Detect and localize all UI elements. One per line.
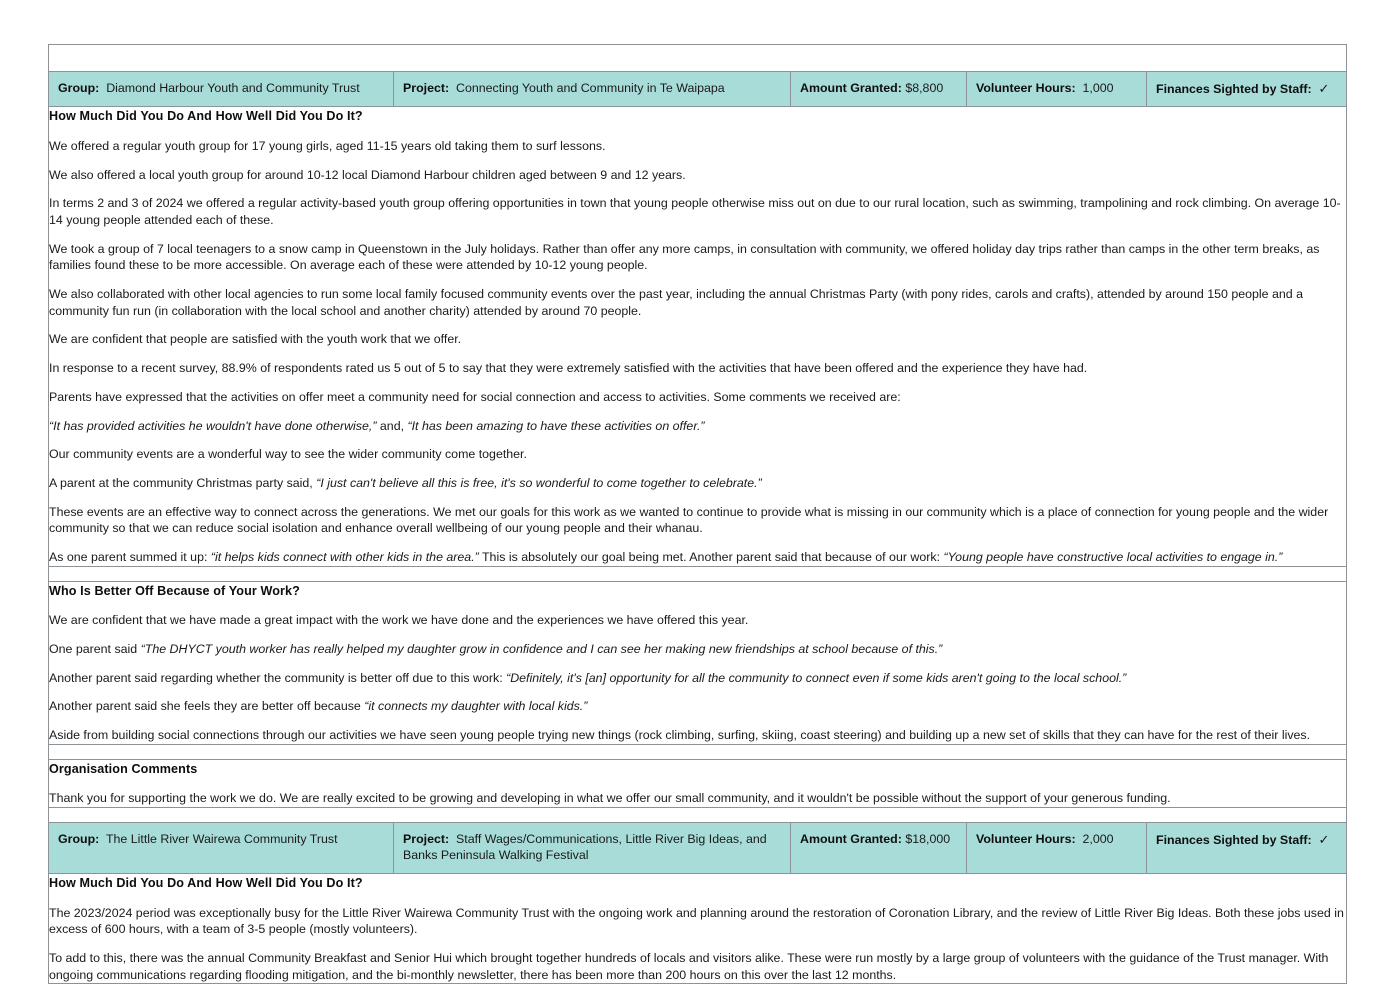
section-cell <box>49 107 1347 566</box>
grant-report-table <box>48 44 1347 984</box>
amount-granted-label: Amount Granted: <box>800 832 902 847</box>
top-spacer-cell <box>49 45 1347 72</box>
finances-sighted-label: Finances Sighted by Staff: <box>1156 833 1312 848</box>
section-paragraph: We also offered a local youth group for around 10-12 local Diamond Harbour children aged between 9 and 12 years. <box>49 167 686 182</box>
check-icon: ✓ <box>1318 81 1330 96</box>
section-paragraph: Parents have expressed that the activities on offer meet a community need for social connection and access to activities. Some comments we received are: <box>49 389 901 404</box>
section-row <box>49 581 1347 744</box>
amount-granted-cell <box>791 72 967 107</box>
section-paragraph: Thank you for supporting the work we do. We are really excited to be growing and developing in what we offer our small community, and it wouldn't be possible without the support of your generous funding. <box>49 791 1171 806</box>
volunteer-hours-cell <box>967 823 1147 874</box>
section-gap-cell <box>49 744 1347 759</box>
group-label: Group: <box>58 81 100 95</box>
record-header-row <box>49 823 1347 874</box>
section-gap-row <box>49 744 1347 759</box>
section-paragraph: These events are an effective way to connect across the generations. We met our goals for this work as we wanted to continue to provide what is missing in our community which is a place of connection for young people and the wider community so that we can reduce social isolation and enhance overall wellbeing of our young people and their whanau. <box>49 504 1329 536</box>
section-paragraph: Our community events are a wonderful way to see the wider community come together. <box>49 447 527 462</box>
section-cell <box>49 759 1347 807</box>
section-row <box>49 759 1347 807</box>
project-value: Connecting Youth and Community in Te Waipapa <box>456 81 725 95</box>
group-value: The Little River Wairewa Community Trust <box>105 832 338 847</box>
volunteer-hours-label: Volunteer Hours: <box>976 832 1076 847</box>
amount-granted-label: Amount Granted: <box>800 81 902 95</box>
section-title: How Much Did You Do And How Well Did You Do It? <box>49 875 363 890</box>
section-title: Organisation Comments <box>49 761 198 776</box>
group-cell <box>49 823 394 874</box>
finances-sighted-cell <box>1147 72 1347 107</box>
section-cell <box>49 581 1347 744</box>
finances-sighted-cell <box>1147 823 1347 874</box>
section-paragraph: In response to a recent survey, 88.9% of respondents rated us 5 out of 5 to say that they were extremely satisfied with the activities that have been offered and the experience they have had. <box>49 361 1088 376</box>
section-gap-row <box>49 566 1347 581</box>
section-paragraph: In terms 2 and 3 of 2024 we offered a regular activity-based youth group offering opportunities in town that young people otherwise miss out on due to our rural location, such as swimming, trampolining and rock climbing. On average 10-14 young people attended each of these. <box>49 196 1341 228</box>
section-paragraph: We took a group of 7 local teenagers to a snow camp in Queenstown in the July holidays. Rather than offer any more camps, in consultation with community, we offered holiday day trips rather than camps in the other term breaks, as families found these to be more accessible. On average each of these were attended by 10-12 young people. <box>49 241 1320 273</box>
project-value: Staff Wages/Communications, Little River Big Ideas, and Banks Peninsula Walking Festival <box>403 832 767 863</box>
section-title: How Much Did You Do And How Well Did You Do It? <box>49 109 363 124</box>
section-paragraph: The 2023/2024 period was exceptionally busy for the Little River Wairewa Community Trust with the ongoing work and planning around the restoration of Coronation Library, and the review of Little River Big Ideas. Both these jobs used in excess of 600 hours, with a team of 3-5 people (mostly volunteers). <box>49 905 1344 937</box>
section-paragraph: A parent at the community Christmas party said, “I just can't believe all this is free, it's so wonderful to come together to celebrate.” <box>49 475 762 490</box>
volunteer-hours-value: 2,000 <box>1082 832 1114 847</box>
section-gap-cell <box>49 566 1347 581</box>
section-paragraph: We offered a regular youth group for 17 young girls, aged 11-15 years old taking them to surf lessons. <box>49 139 606 154</box>
check-icon: ✓ <box>1318 832 1330 848</box>
group-value: Diamond Harbour Youth and Community Trust <box>106 81 360 95</box>
record-header-row <box>49 72 1347 107</box>
group-label: Group: <box>58 832 100 847</box>
project-label: Project: <box>403 81 450 95</box>
amount-granted-value: $8,800 <box>905 81 944 95</box>
amount-granted-cell <box>791 823 967 874</box>
record-gap-row <box>49 808 1347 823</box>
section-row <box>49 107 1347 566</box>
volunteer-hours-value: 1,000 <box>1082 81 1114 95</box>
section-paragraph: We also collaborated with other local agencies to run some local family focused community events over the past year, including the annual Christmas Party (with pony rides, carols and crafts), attended by around 150 people and a community fun run (in collaboration with the local school and another charity) attended by around 70 people. <box>49 287 1303 318</box>
finances-sighted-label: Finances Sighted by Staff: <box>1156 82 1312 96</box>
section-paragraph: We are confident that we have made a great impact with the work we have done and the experiences we have offered this year. <box>49 613 749 628</box>
section-paragraph: One parent said “The DHYCT youth worker has really helped my daughter grow in confidence and I can see her making new friendships at school because of this.” <box>49 641 943 656</box>
section-paragraph: Another parent said she feels they are better off because “it connects my daughter with local kids.” <box>49 699 588 714</box>
section-paragraph: Another parent said regarding whether the community is better off due to this work: “Definitely, it's [an] opportunity for all the community to connect even if some kids aren't going to the local school.” <box>49 670 1127 685</box>
top-spacer-row <box>49 45 1347 72</box>
section-paragraph: Aside from building social connections through our activities we have seen young people trying new things (rock climbing, surfing, skiing, coast steering) and building up a new set of skills that they can have for the rest of their lives. <box>49 727 1311 742</box>
section-paragraph: “It has provided activities he wouldn't have done otherwise,” and, “It has been amazing to have these activities on offer.” <box>49 418 705 433</box>
project-cell <box>394 72 791 107</box>
section-row <box>49 873 1347 983</box>
amount-granted-value: $18,000 <box>905 832 951 847</box>
section-paragraph: As one parent summed it up: “it helps kids connect with other kids in the area.” This is absolutely our goal being met. Another parent said that because of our work: “Young people have constructive local activities to engage in.” <box>49 549 1283 564</box>
section-paragraph: We are confident that people are satisfied with the youth work that we offer. <box>49 332 462 347</box>
record-gap-cell <box>49 808 1347 823</box>
volunteer-hours-label: Volunteer Hours: <box>976 81 1076 95</box>
section-title: Who Is Better Off Because of Your Work? <box>49 583 300 598</box>
volunteer-hours-cell <box>967 72 1147 107</box>
group-cell <box>49 72 394 107</box>
section-cell <box>49 873 1347 983</box>
project-label: Project: <box>403 832 450 847</box>
section-paragraph: To add to this, there was the annual Community Breakfast and Senior Hui which brought together hundreds of locals and visitors alike. These were run mostly by a large group of volunteers with the guidance of the Trust manager. With ongoing communications regarding flooding mitigation, and the bi-monthly newsletter, there has been more than 200 hours on this over the last 12 months. <box>49 950 1329 982</box>
project-cell <box>394 823 791 874</box>
